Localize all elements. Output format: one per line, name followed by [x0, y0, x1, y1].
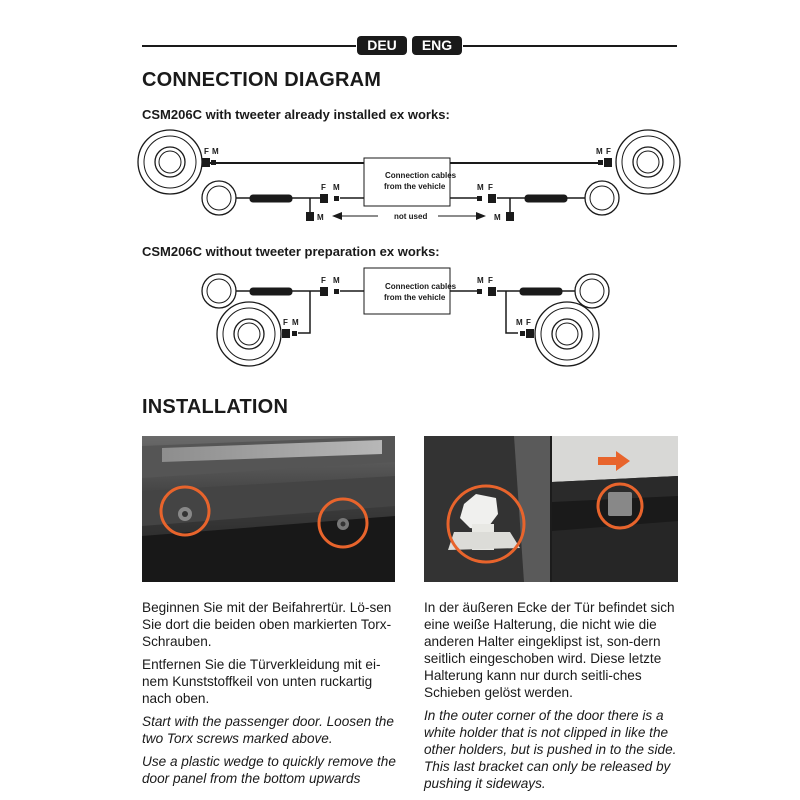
label-m: M — [333, 276, 340, 285]
lang-badge-deu[interactable]: DEU — [357, 36, 407, 55]
label-m: M — [333, 183, 340, 192]
left-en-para-1: Start with the passenger door. Loosen the two Torx screws marked above. — [142, 714, 394, 746]
label-f: F — [321, 276, 326, 285]
right-en-para-1: In the outer corner of the door there is a white holder that is not clipped in like the other holders, but is pushed in to the side. This last bracket can only be released by pushing it sideways. — [424, 708, 677, 791]
label-f: F — [488, 276, 493, 285]
tweeter-right-2 — [575, 274, 609, 308]
lang-badge-eng[interactable]: ENG — [412, 36, 462, 55]
label-f: F — [204, 147, 209, 156]
label-f: F — [488, 183, 493, 192]
label-m: M — [477, 276, 484, 285]
not-used-label: not used — [394, 212, 428, 221]
holder-illustration — [424, 436, 678, 582]
installation-text-right — [424, 599, 680, 798]
installation-text-left — [142, 599, 398, 793]
label-m: M — [516, 318, 523, 327]
label-f: F — [606, 147, 611, 156]
left-de-para-1: Beginnen Sie mit der Beifahrertür. Lö-sen Sie dort die beiden oben markierten Torx-Schrauben. — [142, 600, 392, 649]
diagram2-title: CSM206C without tweeter preparation ex works: — [142, 244, 440, 259]
label-f: F — [321, 183, 326, 192]
right-de-para-1: In der äußeren Ecke der Tür befindet sich eine weiße Halterung, die nicht wie die anderen Halter eingeklipst ist, son-dern seitlich eingeschoben wird. Diese letzte Halterung kann nur durch seitli-ches Schieben gelöst werden. — [424, 600, 675, 700]
connection-diagram-heading: CONNECTION DIAGRAM — [142, 69, 382, 91]
label-f: F — [526, 318, 531, 327]
left-en-para-2: Use a plastic wedge to quickly remove the door panel from the bottom upwards — [142, 754, 396, 786]
tweeter-left-2 — [202, 274, 236, 308]
label-m: M — [292, 318, 299, 327]
box2-text-line1: Connection cables — [385, 282, 457, 291]
door-panel-photo — [142, 436, 395, 582]
tweeter-left-1 — [202, 181, 236, 215]
door-panel-illustration — [142, 436, 395, 582]
woofer-right-1 — [616, 130, 680, 194]
woofer-right-2 — [535, 302, 599, 366]
box2-text-line2: from the vehicle — [384, 293, 446, 302]
label-f: F — [283, 318, 288, 327]
woofer-left-2 — [217, 302, 281, 366]
holder-photo — [424, 436, 678, 582]
label-m: M — [494, 213, 501, 222]
label-m: M — [212, 147, 219, 156]
tweeter-right-1 — [585, 181, 619, 215]
left-de-para-2: Entfernen Sie die Türverkleidung mit ei-nem Kunststoffkeil von unten ruckartig nach oben. — [142, 657, 381, 706]
installation-heading: INSTALLATION — [142, 396, 289, 418]
label-m: M — [477, 183, 484, 192]
label-m: M — [317, 213, 324, 222]
box1-text-line2: from the vehicle — [384, 182, 446, 191]
diagram1-title: CSM206C with tweeter already installed ex works: — [142, 107, 450, 122]
box1-text-line1: Connection cables — [385, 171, 457, 180]
label-m: M — [596, 147, 603, 156]
woofer-left-1 — [138, 130, 202, 194]
